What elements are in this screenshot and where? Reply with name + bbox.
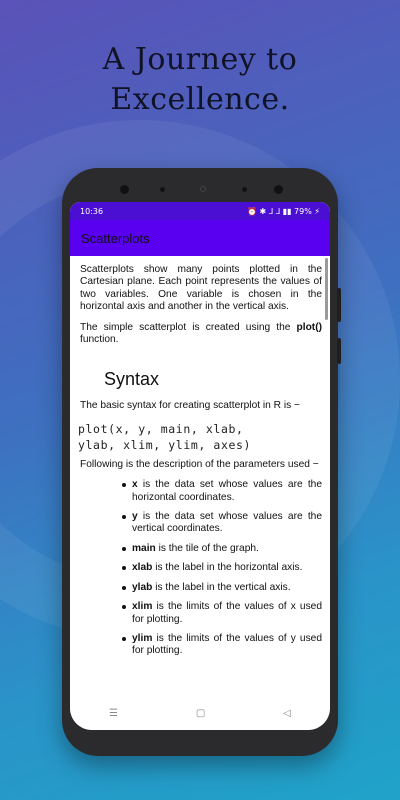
code-line: ylab, xlim, ylim, axes): [78, 437, 252, 452]
params-list: [80, 479, 322, 657]
app-bar-title: Scatterplots: [81, 230, 150, 246]
list-item: ylim is the limits of the values of y used for plotting.: [132, 632, 322, 657]
syntax-heading: Syntax: [104, 369, 160, 390]
list-item: xlim is the limits of the values of x used for plotting.: [132, 601, 322, 625]
navigation-bar: [70, 696, 330, 730]
scrollbar[interactable]: [325, 258, 328, 320]
promo-title-line2: Excellence.: [110, 82, 290, 117]
sensor-icon: [160, 187, 165, 192]
status-time: 10:36: [80, 206, 104, 216]
intro-paragraph: Scatterplots show many points plotted in the Cartesian plane. Each point represents the values of two variables. One variable is chosen in the horizontal axis and another in the vertical axis.: [80, 264, 322, 313]
list-item: ylab is the label in the vertical axis.: [132, 582, 322, 594]
app-bar: [70, 220, 330, 256]
camera-icon: [120, 185, 129, 194]
home-icon[interactable]: ▢: [195, 707, 206, 719]
phone-screen: [70, 202, 330, 730]
plot-function-name: plot(): [296, 321, 322, 333]
volume-button: [337, 288, 341, 322]
back-icon[interactable]: ◁: [283, 707, 291, 719]
list-item: x is the data set whose values are the horizontal coordinates.: [132, 479, 322, 503]
recents-icon[interactable]: ☰: [108, 707, 118, 719]
status-bar: [70, 202, 330, 220]
sensor-icon: [242, 187, 247, 192]
list-item: y is the data set whose values are the vertical coordinates.: [132, 511, 322, 535]
camera-icon: [274, 185, 283, 194]
created-paragraph: The simple scatterplot is created using the plot() function.: [80, 321, 322, 346]
camera-bar: [62, 182, 338, 198]
status-icons: ⏰ ✱ ⅃ ⅃ ▮▮ 79% ⚡: [246, 206, 320, 216]
power-button: [337, 338, 341, 364]
code-line: plot(x, y, main, xlab,: [78, 421, 244, 436]
list-item: xlab is the label in the horizontal axis.: [132, 562, 322, 574]
article-content[interactable]: [70, 256, 330, 696]
phone-frame: [62, 168, 338, 756]
code-block: [78, 421, 322, 453]
syntax-intro: The basic syntax for creating scatterplot in R is −: [80, 400, 300, 412]
speaker-icon: [200, 186, 206, 192]
promo-title-line1: A Journey to: [102, 42, 298, 77]
params-intro: Following is the description of the parameters used −: [80, 458, 319, 470]
list-item: main is the tile of the graph.: [132, 543, 322, 555]
promo-headline: [0, 40, 400, 120]
